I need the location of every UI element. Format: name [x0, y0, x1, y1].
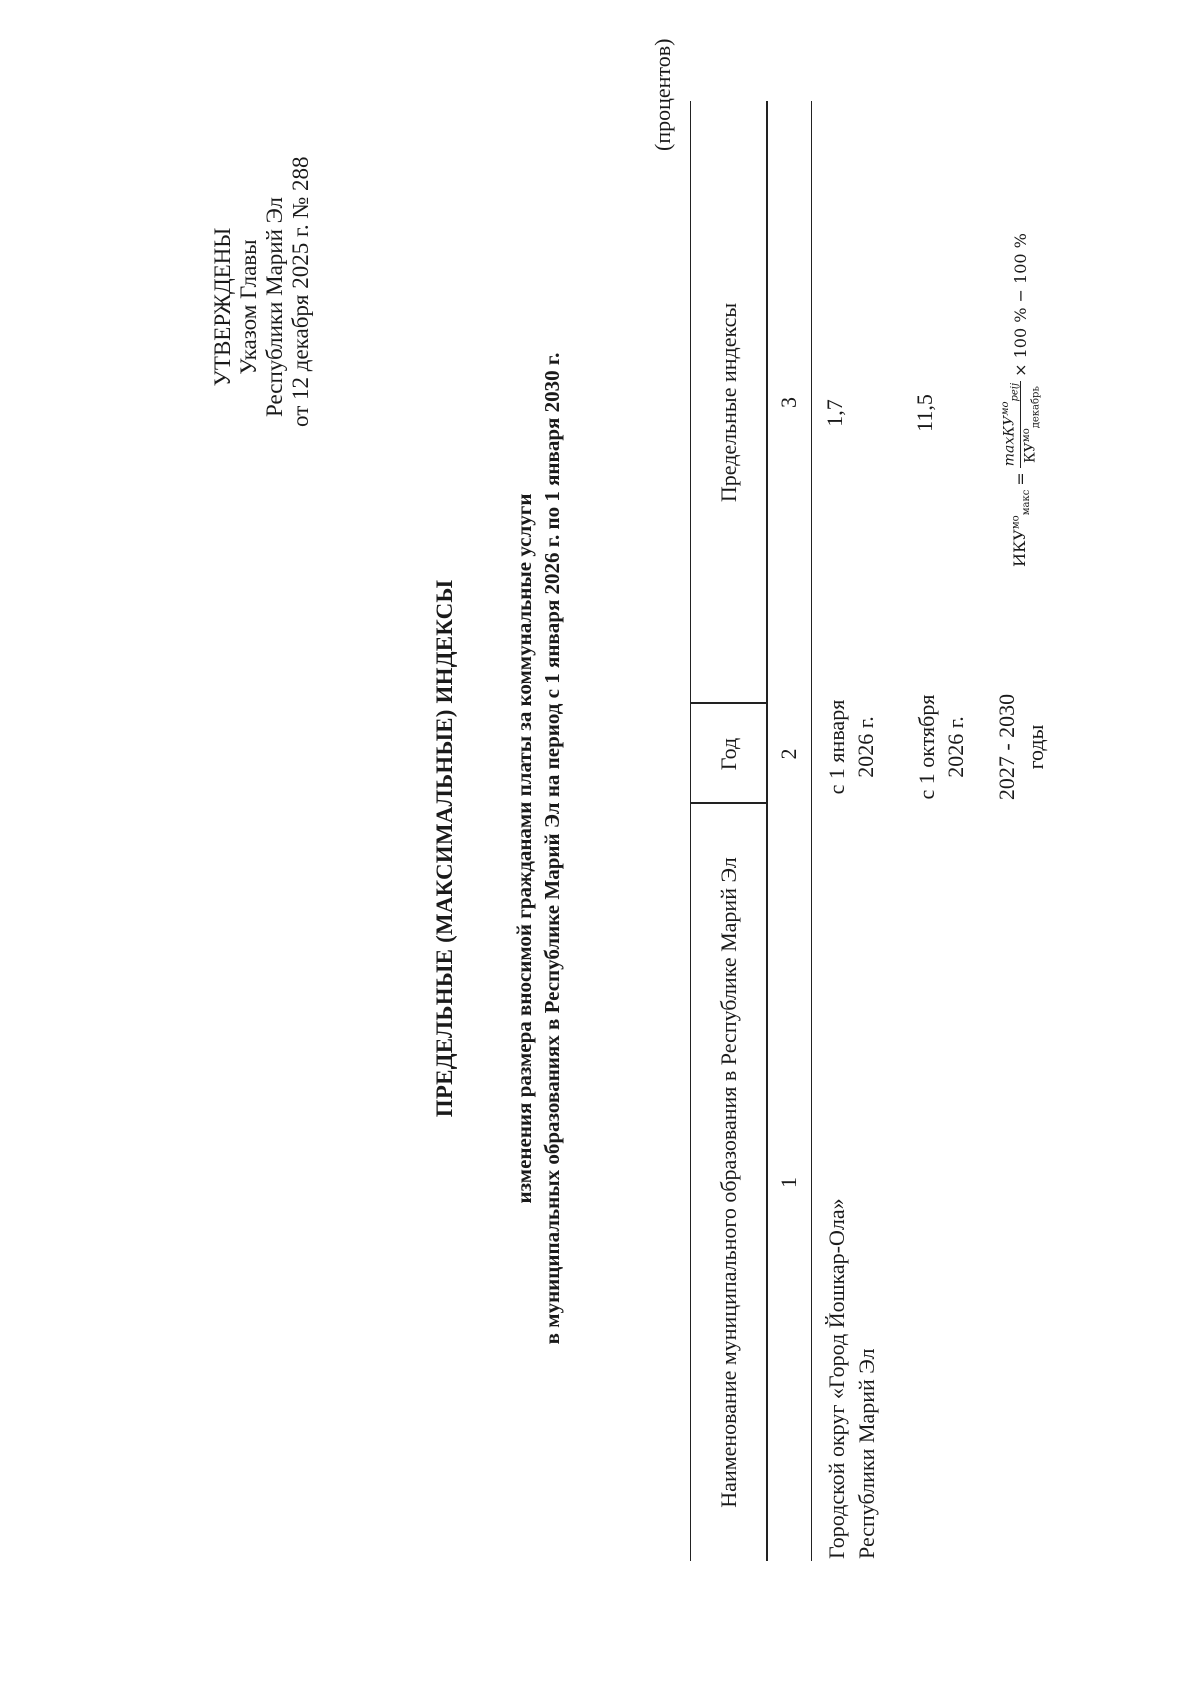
subtitle-line-1: изменения размера вносимой гражданами платы за коммунальные услуги: [512, 493, 536, 1204]
unit-label: (процентов): [650, 38, 675, 151]
approval-line-1: УТВЕРЖДЕНЫ: [210, 227, 235, 387]
period-year: 2027 - 2030 годы: [994, 693, 1048, 801]
column-divider: [691, 803, 766, 805]
period-index-value: 11,5: [912, 394, 937, 432]
formula-lhs: $ИКУ^{мо}_{макс}$: [1009, 489, 1033, 567]
approval-line-2: Указом Главы: [236, 239, 261, 375]
document-title: ПРЕДЕЛЬНЫЕ (МАКСИМАЛЬНЫЕ) ИНДЕКСЫ: [432, 579, 457, 1118]
column-divider: [691, 703, 766, 705]
approval-line-3: Республики Марий Эл: [262, 196, 287, 418]
period-year: с 1 октября 2026 г.: [914, 694, 968, 800]
column-number-2: 2: [775, 748, 801, 760]
column-number-3: 3: [775, 397, 801, 408]
approval-date-line: от 12 декабря 2025 г. № 288: [288, 156, 313, 427]
period-index-value: 1,7: [822, 399, 847, 427]
formula-denominator: $КУ^{мо}_{декабрь}$: [1021, 386, 1042, 464]
index-formula: [1000, 233, 1042, 567]
formula-fraction: [1000, 381, 1042, 468]
formula-numerator: maxКУ$^{мо}_{peij}$: [1000, 382, 1021, 467]
period-year: с 1 января 2026 г.: [824, 699, 878, 795]
header-municipality: Наименование муниципального образования в Республике Марий Эл: [715, 857, 741, 1508]
header-year: Год: [715, 737, 741, 771]
header-indices: Предельные индексы: [715, 302, 741, 503]
document-subtitle: [510, 0, 566, 1697]
column-number-1: 1: [775, 1177, 801, 1188]
formula-tail: × 100 % − 100 %: [1011, 233, 1031, 377]
formula-equals: =: [1011, 472, 1031, 486]
subtitle-line-2: в муниципальных образованиях в Республике Марий Эл на период с 1 января 2026 г. по 1 января 2030 г.: [540, 352, 564, 1345]
municipality-name: Городской округ «Город Йошкар-Ола» Республики Марий Эл: [824, 1198, 879, 1559]
header-divider: [766, 101, 768, 1561]
approval-stamp: [210, 156, 314, 427]
indices-table: [690, 101, 812, 1561]
